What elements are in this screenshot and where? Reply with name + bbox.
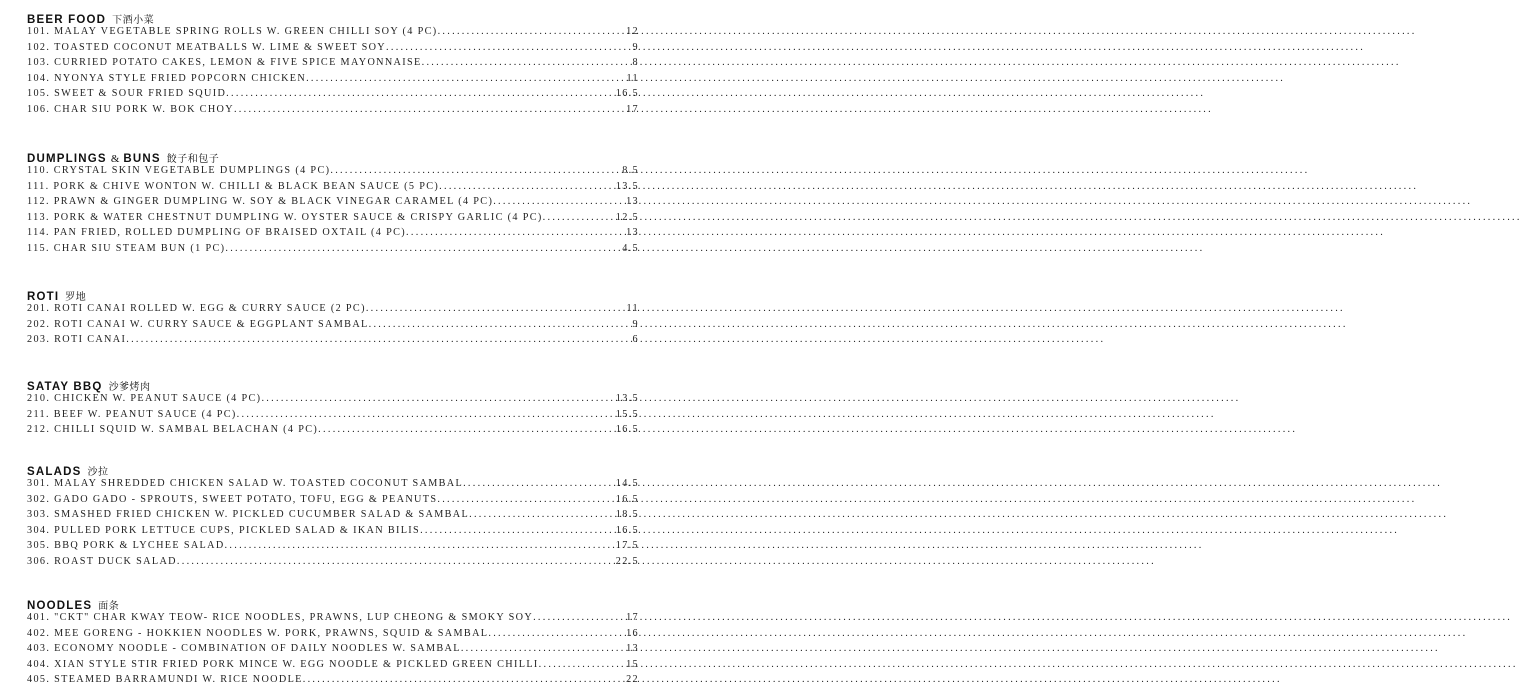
item-name: PRAWN & GINGER DUMPLING W. SOY & BLACK VINEGAR CARAMEL (4 PC) [53, 196, 494, 208]
menu-item [27, 42, 639, 58]
dot-leader [369, 319, 633, 330]
dot-leader [420, 525, 616, 536]
item-name: GADO GADO - SPROUTS, SWEET POTATO, TOFU, EGG & PEANUTS [54, 493, 438, 505]
dot-leader [463, 478, 616, 489]
item-number: 103. [27, 57, 51, 69]
item-name: SWEET & SOUR FRIED SQUID [54, 88, 227, 100]
dot-leader [386, 42, 633, 53]
item-price: 16.5 [615, 493, 639, 505]
menu-item [27, 393, 639, 409]
item-price: 18.5 [615, 509, 639, 521]
item-name: CHICKEN W. PEANUT SAUCE (4 PC) [54, 393, 262, 404]
section-title: SALADS [27, 466, 82, 478]
dot-leader [237, 409, 616, 420]
menu-item [27, 303, 639, 319]
item-price: 13.5 [615, 180, 639, 192]
item-price: 13 [626, 643, 639, 655]
menu-item [27, 196, 639, 212]
item-name: "CKT" CHAR KWAY TEOW- RICE NOODLES, PRAWNS, LUP CHEONG & SMOKY SOY [54, 612, 534, 623]
dot-leader [177, 556, 616, 567]
menu-item [27, 165, 639, 181]
dot-leader [543, 212, 616, 223]
item-name: MEE GORENG - HOKKIEN NOODLES W. PORK, PRAWNS, SQUID & SAMBAL [54, 627, 489, 639]
item-number: 115. [27, 242, 50, 254]
section-salads [27, 463, 639, 572]
section-header [27, 378, 639, 393]
dot-leader [318, 424, 616, 435]
item-number: 110. [27, 165, 50, 176]
menu-item [27, 334, 639, 350]
dot-leader [226, 88, 616, 99]
section-title-chinese: 餃子和包子 [166, 154, 220, 165]
section-title-chinese: 沙爹烤肉 [108, 382, 151, 393]
section-header [27, 463, 639, 478]
item-number: 102. [27, 41, 51, 53]
item-name: NYONYA STYLE FRIED POPCORN CHICKEN [54, 72, 307, 84]
item-price: 13.5 [615, 393, 639, 404]
item-name: PAN FRIED, ROLLED DUMPLING OF BRAISED OXTAIL (4 PC) [53, 227, 407, 239]
item-name: CHAR SIU STEAM BUN (1 PC) [53, 242, 226, 254]
item-number: 405. [27, 674, 51, 686]
item-name: XIAN STYLE STIR FRIED PORK MINCE W. EGG NOODLE & PICKLED GREEN CHILLI [54, 658, 539, 670]
item-number: 210. [27, 393, 51, 404]
dot-leader [234, 104, 626, 115]
item-name: SMASHED FRIED CHICKEN W. PICKLED CUCUMBER SALAD & SAMBAL [54, 509, 470, 521]
section-title-part: DUMPLINGS [27, 153, 107, 165]
item-price: 22.5 [615, 555, 639, 567]
item-price: 13 [626, 227, 639, 239]
item-price: 15 [626, 658, 639, 670]
item-number: 302. [27, 493, 51, 505]
item-name: MALAY VEGETABLE SPRING ROLLS W. GREEN CHILLI SOY (4 PC) [54, 26, 438, 37]
dot-leader [422, 57, 633, 68]
item-price: 17 [626, 103, 639, 115]
dot-leader [533, 612, 626, 623]
item-name: PULLED PORK LETTUCE CUPS, PICKLED SALAD & IKAN BILIS [54, 524, 421, 536]
item-name: ECONOMY NOODLE - COMBINATION OF DAILY NOODLES W. SAMBAL [54, 643, 461, 655]
section-title-chinese: 罗地 [65, 292, 87, 303]
section-header [27, 288, 639, 303]
item-price: 16.5 [615, 424, 639, 436]
menu-item [27, 409, 639, 425]
dot-leader [406, 227, 626, 238]
menu-item [27, 319, 639, 335]
item-number: 402. [27, 627, 51, 639]
item-number: 212. [27, 424, 51, 436]
section-title-chinese: 面条 [98, 601, 120, 612]
item-number: 211. [27, 408, 50, 420]
item-name: MALAY SHREDDED CHICKEN SALAD W. TOASTED COCONUT SAMBAL [54, 478, 464, 489]
dot-leader [330, 165, 622, 176]
item-name: STEAMED BARRAMUNDI W. RICE NOODLE [54, 674, 303, 686]
item-price: 4.5 [622, 242, 639, 254]
dot-leader [437, 494, 615, 505]
item-number: 404. [27, 658, 51, 670]
dot-leader [225, 243, 622, 254]
item-name: PORK & WATER CHESTNUT DUMPLING W. OYSTER SAUCE & CRISPY GARLIC (4 PC) [53, 211, 543, 223]
item-name: CHILLI SQUID W. SAMBAL BELACHAN (4 PC) [54, 424, 319, 436]
item-number: 112. [27, 196, 50, 208]
item-number: 101. [27, 26, 51, 37]
section-noodles [27, 597, 639, 690]
menu-item [27, 478, 639, 494]
section-dumplings-buns [27, 150, 639, 259]
item-price: 14.5 [615, 478, 639, 489]
item-name: BEEF W. PEANUT SAUCE (4 PC) [53, 408, 237, 420]
dot-leader [306, 73, 626, 84]
menu-item [27, 540, 639, 556]
dot-leader [261, 393, 615, 404]
menu-item [27, 104, 639, 120]
dot-leader [461, 643, 626, 654]
item-number: 306. [27, 555, 51, 567]
item-number: 111. [27, 180, 50, 192]
item-price: 9 [632, 41, 639, 53]
item-price: 11 [626, 303, 639, 314]
section-title [27, 153, 161, 165]
menu-item [27, 88, 639, 104]
dot-leader [438, 26, 627, 37]
item-price: 16.5 [615, 88, 639, 100]
item-number: 114. [27, 227, 50, 239]
section-title-part: BUNS [123, 153, 161, 165]
item-price: 17 [626, 612, 639, 623]
section-satay-bbq [27, 378, 639, 440]
section-beer-food [27, 11, 639, 120]
item-number: 202. [27, 318, 51, 330]
item-number: 403. [27, 643, 51, 655]
menu-item [27, 57, 639, 73]
menu-item [27, 643, 639, 659]
item-price: 16.5 [615, 524, 639, 536]
dot-leader [488, 628, 626, 639]
item-price: 12 [626, 26, 639, 37]
item-number: 203. [27, 334, 51, 346]
item-name: ROTI CANAI [54, 334, 127, 346]
dot-leader [303, 674, 626, 685]
section-header [27, 11, 639, 26]
dot-leader [469, 509, 616, 520]
menu-item [27, 494, 639, 510]
menu-item [27, 424, 639, 440]
menu-item [27, 525, 639, 541]
item-number: 401. [27, 612, 51, 623]
section-title: ROTI [27, 291, 60, 303]
menu-item [27, 227, 639, 243]
section-title: NOODLES [27, 600, 93, 612]
item-price: 16 [626, 627, 639, 639]
item-name: CRYSTAL SKIN VEGETABLE DUMPLINGS (4 PC) [53, 165, 331, 176]
item-number: 301. [27, 478, 51, 489]
item-name: CURRIED POTATO CAKES, LEMON & FIVE SPICE MAYONNAISE [54, 57, 422, 69]
section-title: BEER FOOD [27, 14, 107, 26]
menu-item [27, 612, 639, 628]
item-name: PORK & CHIVE WONTON W. CHILLI & BLACK BEAN SAUCE (5 PC) [53, 180, 440, 192]
section-title-chinese: 下酒小菜 [112, 15, 155, 26]
menu-item [27, 212, 639, 228]
dot-leader [366, 303, 627, 314]
item-price: 17.5 [615, 540, 639, 552]
section-title-ampersand: & [110, 153, 120, 165]
dot-leader [439, 181, 616, 192]
item-price: 22 [626, 674, 639, 686]
dot-leader [539, 659, 626, 670]
dot-leader [126, 334, 632, 345]
section-header [27, 597, 639, 612]
section-title: SATAY BBQ [27, 381, 103, 393]
item-name: CHAR SIU PORK W. BOK CHOY [54, 103, 234, 115]
item-number: 305. [27, 540, 51, 552]
item-number: 303. [27, 509, 51, 521]
item-number: 105. [27, 88, 51, 100]
menu-item [27, 26, 639, 42]
item-price: 6 [632, 334, 639, 346]
menu-item [27, 73, 639, 89]
item-price: 9 [632, 318, 639, 330]
item-number: 104. [27, 72, 51, 84]
item-price: 11 [626, 72, 639, 84]
menu-item [27, 243, 639, 259]
item-number: 304. [27, 524, 51, 536]
section-title-chinese: 沙拉 [87, 467, 109, 478]
dot-leader [225, 540, 616, 551]
item-name: BBQ PORK & LYCHEE SALAD [54, 540, 225, 552]
item-name: ROTI CANAI W. CURRY SAUCE & EGGPLANT SAMBAL [54, 318, 369, 330]
item-number: 201. [27, 303, 51, 314]
item-price: 12.5 [615, 211, 639, 223]
item-name: ROTI CANAI ROLLED W. EGG & CURRY SAUCE (2 PC) [54, 303, 366, 314]
item-price: 8.5 [622, 165, 639, 176]
item-number: 113. [27, 211, 50, 223]
item-number: 106. [27, 103, 51, 115]
menu-item [27, 628, 639, 644]
item-name: TOASTED COCONUT MEATBALLS W. LIME & SWEET SOY [54, 41, 386, 53]
item-name: ROAST DUCK SALAD [54, 555, 177, 567]
menu-page [0, 0, 650, 700]
section-header [27, 150, 639, 165]
menu-item [27, 674, 639, 690]
menu-item [27, 181, 639, 197]
item-price: 8 [632, 57, 639, 69]
menu-item [27, 509, 639, 525]
menu-item [27, 659, 639, 675]
item-price: 13 [626, 196, 639, 208]
menu-item [27, 556, 639, 572]
section-roti [27, 288, 639, 350]
dot-leader [493, 196, 626, 207]
item-price: 15.5 [615, 408, 639, 420]
